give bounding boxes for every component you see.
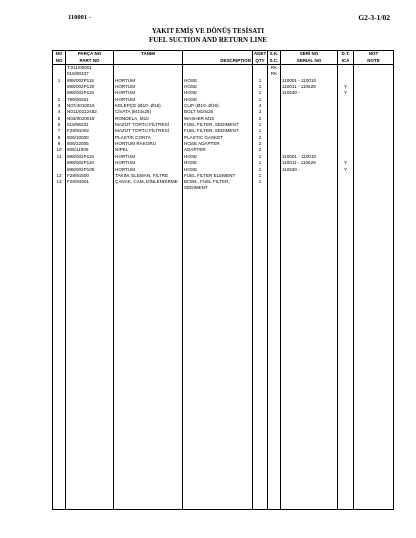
cell-serial: 110001 - 110010 [281,78,338,84]
cell-no-empty [53,503,66,510]
cell-part-no: 898/002P105 [66,167,114,173]
table-row [53,179,394,192]
cell-description: FUEL FILTER, SEDIMENT [183,128,253,134]
cell-tanim: HORTUM [114,154,183,160]
cell-description: BOLT M10x25 [183,109,253,115]
col-no-subheader: NO [53,58,66,65]
cell-sc: RK [268,71,281,77]
cell-description: HOSE [183,167,253,173]
header-row-top [53,51,394,58]
cell-tanim: HORTUM [114,97,183,103]
cell-dt: Y [338,160,354,166]
cell-part-no: N07/4010016 [66,103,114,109]
cell-qty: 2 [253,109,268,115]
col-note-header: NOT [354,51,394,58]
cell-qty [253,65,268,72]
cell-sc: RK [268,65,281,72]
cell-description: HOSE ADAPTER [183,141,253,147]
col-serial-subheader: SERIAL NO [281,58,338,65]
cell-part-no: 806/22005 [66,141,114,147]
page-title-english: FUEL SUCTION AND RETURN LINE [149,37,267,44]
col-dt-header: D.T. [338,51,354,58]
parts-table [52,50,394,510]
document-id: 110001 - [68,14,91,21]
col-qty-subheader: QTY [253,58,268,65]
cell-description: BOWL, FUEL FILTER, SEDIMENT [183,179,253,192]
cell-part-no: F28/91500 [66,173,114,179]
cell-tanim [114,65,183,72]
cell-sc-empty [268,503,281,510]
col-desc-subheader: DESCRIPTION [183,58,253,65]
table-row [53,65,394,72]
cell-tanim: HORTUM [114,90,183,96]
cell-part-no: N011/0222482 [66,109,114,115]
cell-note [354,65,394,72]
cell-part-no: 898/002P115 [66,78,114,84]
blank-row [53,503,394,510]
col-tanim-header: TANIM [114,51,183,58]
cell-part-no: N03/0020018 [66,116,114,122]
cell-description: ADAPTER [183,147,253,153]
page-reference: G2-3-1/02 [358,13,390,22]
cell-tanim: PLASTİK CONTA [114,135,183,141]
cell-dt [338,179,354,192]
cell-no: 7 [53,128,66,134]
cell-tanim: RONDELA, M10 [114,116,183,122]
cell-qty: 1 [253,160,268,166]
cell-description: HOSE [183,154,253,160]
parts-table-body [53,65,394,510]
cell-description: CLIP (Ø10- Ø16) [183,103,253,109]
cell-tanim: KELEPÇE (Ø10- Ø16) [114,103,183,109]
cell-part-no: 806/11005 [66,147,114,153]
cell-tanim: HORTUM [114,78,183,84]
cell-part-no: 799/00251 [66,97,114,103]
cell-description-empty [183,503,253,510]
col-no-header: NO [53,51,66,58]
cell-dt: Y [338,90,354,96]
cell-serial [281,179,338,192]
col-tanim-subheader [114,58,183,65]
cell-no: 6 [53,122,66,128]
cell-qty: 2 [253,147,268,153]
col-part-header: PARÇA NO [66,51,114,58]
cell-no: 1 [53,78,66,84]
cell-tanim: NİPEL [114,147,183,153]
cell-part-no: F28/91002 [66,128,114,134]
cell-part-no: 018/90337 [66,71,114,77]
cell-qty: 1 [253,128,268,134]
cell-no: 9 [53,141,66,147]
cell-serial: 110011 - 110629 [281,160,338,166]
cell-qty-empty [253,503,268,510]
cell-part-no: 898/002P120 [66,84,114,90]
cell-qty: 1 [253,154,268,160]
cell-description: HOSE [183,90,253,96]
col-qty-header: ADET [254,51,267,57]
col-serial-header: SERİ NO [281,51,338,58]
cell-no: 3 [53,103,66,109]
cell-serial-empty [281,503,338,510]
col-note-subheader: NOTE [354,58,394,65]
cell-qty: 1 [253,173,268,179]
cell-no: 10 [53,147,66,153]
cell-description: FUEL FILTER, SEDIMENT [183,122,253,128]
cell-dt: Y [338,167,354,173]
cell-description: HOSE [183,84,253,90]
cell-tanim: HORTUM [114,84,183,90]
cell-qty: 1 [253,97,268,103]
cell-qty: 1 [253,90,268,96]
cell-tanim: HORTUM RAKORU [114,141,183,147]
cell-no: 11 [53,154,66,160]
cell-qty: 1 [253,179,268,192]
cell-no: 2 [53,97,66,103]
col-desc-header-top [183,51,253,58]
cell-description: HOSE [183,97,253,103]
cell-part-no: 809/10000 [66,135,114,141]
cell-tanim: MAZOT TORTU FİLTRESİ [114,122,183,128]
cell-tanim: ÇANAK, CAM, DİNLENDİRME [114,179,183,192]
cell-tanim: HORTUM [114,160,183,166]
cell-qty: 1 [253,78,268,84]
cell-sc [268,179,281,192]
page-title-turkish: YAKIT EMİŞ VE DÖNÜŞ TESİSATI [151,28,265,35]
cell-no: 4 [53,109,66,115]
cell-part-no-empty [66,503,114,510]
header-row-bottom [53,58,394,65]
col-sc-subheader: S.C. [268,58,281,65]
cell-dt: Y [338,84,354,90]
cell-serial: 110001 - 110010 [281,154,338,160]
cell-tanim: HORTUM [114,167,183,173]
cell-description [183,65,253,72]
cell-qty: 1 [253,122,268,128]
cell-tanim: CİVATA (M10x25) [114,109,183,115]
cell-qty: 1 [253,84,268,90]
cell-description: HOSE [183,78,253,84]
cell-part-no: 898/002P115 [66,90,114,96]
cell-dt [338,65,354,72]
cell-dt-empty [338,503,354,510]
cell-no [53,65,66,72]
cell-note [354,179,394,192]
cell-part-no: 898/002P110 [66,160,114,166]
col-part-subheader: PART NO [66,58,114,65]
cell-part-no: 898/002P115 [66,154,114,160]
cell-tanim-empty [114,503,183,510]
cell-tanim: TAKIM, ELEMAN, FİLTRE [114,173,183,179]
cell-no: 8 [53,135,66,141]
cell-description: PLASTIC GASKET [183,135,253,141]
cell-qty: 4 [253,103,268,109]
cell-serial [281,65,338,72]
cell-serial: 110630 - [281,90,338,96]
cell-serial: 110011 - 110629 [281,84,338,90]
cell-qty: 2 [253,116,268,122]
cell-no: 12 [53,173,66,179]
cell-qty: 1 [253,167,268,173]
cell-serial: 110630 - [281,167,338,173]
cell-note-empty [354,503,394,510]
cell-no: 5 [53,116,66,122]
cell-no: 13 [53,179,66,192]
cell-qty: 2 [253,141,268,147]
cell-part-no: 018/96331 [66,122,114,128]
col-sc-header: S.K. [268,51,281,58]
cell-part-no: T.011/00001 [66,65,114,72]
cell-qty: 2 [253,135,268,141]
col-dt-subheader: ICA [338,58,354,65]
cell-tanim: MAZOT TORTU FİLTRESİ [114,128,183,134]
cell-part-no: F28/91601 [66,179,114,192]
cell-description: WASHER M10 [183,116,253,122]
cell-description: FUEL FILTER ELEMENT [183,173,253,179]
cell-description: HOSE [183,160,253,166]
